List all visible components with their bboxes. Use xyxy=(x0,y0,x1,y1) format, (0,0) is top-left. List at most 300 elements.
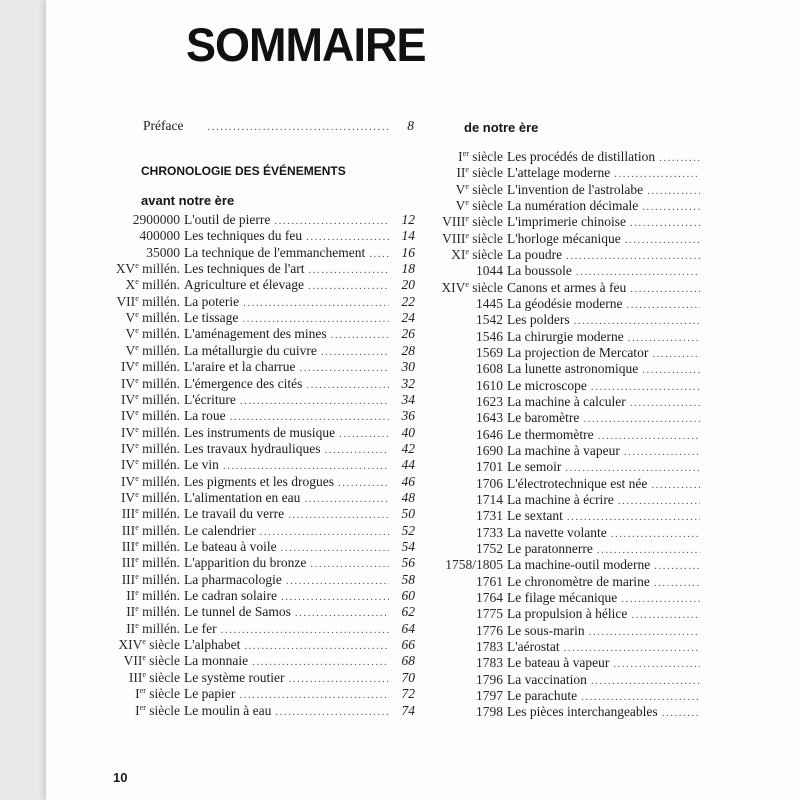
date-numeral: IV xyxy=(120,457,136,473)
entry-title: Le chronomètre de marine xyxy=(507,573,650,589)
entry-title: Le sous-marin xyxy=(507,622,585,638)
date-ordinal: e xyxy=(135,489,139,499)
date-unit: millén. xyxy=(138,424,180,440)
toc-entry xyxy=(430,442,704,460)
date-unit: siècle xyxy=(468,230,503,246)
entry-title: L'alimentation en eau xyxy=(184,489,301,505)
date-unit: millén. xyxy=(138,473,180,489)
date-ordinal: e xyxy=(135,539,139,548)
entry-title: Canons et armes à feu xyxy=(507,279,627,295)
entry-date xyxy=(110,211,180,229)
date-ordinal: e xyxy=(135,588,139,598)
entry-date xyxy=(430,540,503,558)
entry-date xyxy=(110,489,180,507)
date-numeral: 1761 xyxy=(476,573,503,589)
entry-date xyxy=(110,375,180,393)
entry-date xyxy=(110,636,180,654)
entry-date xyxy=(110,244,180,262)
entry-title: La monnaie xyxy=(184,653,249,669)
date-numeral: II xyxy=(456,165,466,181)
entry-date xyxy=(110,538,180,556)
entry-date xyxy=(430,524,503,542)
entry-title: Le fer xyxy=(184,620,217,636)
date-ordinal: e xyxy=(135,310,139,320)
entry-title: Le vin xyxy=(184,457,219,473)
entry-page: 12 xyxy=(401,212,415,227)
date-unit: siècle xyxy=(145,702,180,718)
entry-date xyxy=(430,573,503,591)
date-ordinal: e xyxy=(135,440,139,450)
date-numeral: 1445 xyxy=(476,295,503,311)
toc-entry xyxy=(110,522,415,540)
date-numeral: VII xyxy=(123,653,143,669)
date-numeral: 1798 xyxy=(476,704,503,720)
entry-title: Les techniques du feu xyxy=(184,228,303,244)
entry-title: La boussole xyxy=(507,263,572,279)
entry-title: La machine à écrire xyxy=(507,491,614,507)
toc-entry xyxy=(110,375,415,393)
entry-title: La vaccination xyxy=(507,671,587,687)
date-unit: millén. xyxy=(138,408,180,424)
entry-title: Le bateau à vapeur xyxy=(507,655,610,671)
entry-date xyxy=(110,276,180,294)
entry-title: La pharmacologie xyxy=(184,571,282,587)
entry-title: Le tunnel de Samos xyxy=(184,604,291,620)
toc-entry xyxy=(430,573,704,591)
entry-title: L'émergence des cités xyxy=(184,375,303,391)
entry-date xyxy=(430,687,503,705)
date-numeral: 1796 xyxy=(476,671,503,687)
entry-title: La lunette astronomique xyxy=(507,361,639,377)
entry-page: 48 xyxy=(401,489,415,505)
entry-title: Le bateau à voile xyxy=(184,539,277,554)
date-ordinal: e xyxy=(135,604,139,614)
entry-page: 46 xyxy=(401,473,415,489)
section-heading: CHRONOLOGIE DES ÉVÉNEMENTS xyxy=(141,164,346,178)
entry-date xyxy=(430,491,503,509)
entry-page: 28 xyxy=(401,342,415,358)
date-numeral: III xyxy=(121,555,136,571)
preface-label: Préface xyxy=(143,118,184,133)
entry-date xyxy=(430,426,503,444)
date-numeral: 1701 xyxy=(476,459,503,475)
date-numeral: 1714 xyxy=(476,491,503,507)
date-ordinal: e xyxy=(135,522,139,532)
entry-title: La poudre xyxy=(507,246,563,262)
entry-title: Les pièces interchangeables xyxy=(507,704,658,720)
entry-title: L'invention de l'astrolabe xyxy=(507,181,644,197)
date-numeral: III xyxy=(121,522,136,538)
date-unit: millén. xyxy=(138,261,180,277)
entry-title: Le microscope xyxy=(507,377,587,393)
date-numeral: I xyxy=(135,686,140,702)
entry-date xyxy=(110,473,180,491)
entry-title: L'horloge mécanique xyxy=(507,230,621,246)
date-numeral: XV xyxy=(115,261,136,277)
entry-title: L'électrotechnique est née xyxy=(507,475,648,491)
toc-entry xyxy=(110,211,415,229)
date-numeral: I xyxy=(135,702,140,718)
entry-title: La numération décimale xyxy=(507,197,639,213)
date-numeral: II xyxy=(126,588,136,604)
leader-dots xyxy=(207,118,388,136)
toc-entry xyxy=(110,276,415,294)
date-numeral: 1752 xyxy=(476,540,503,556)
entry-page: 20 xyxy=(401,277,415,293)
date-ordinal: er xyxy=(139,686,146,696)
toc-entry xyxy=(110,325,415,343)
entry-title: Le filage mécanique xyxy=(507,589,618,605)
date-unit: siècle xyxy=(145,669,180,685)
date-unit: millén. xyxy=(138,588,180,604)
toc-entry xyxy=(110,489,415,507)
entry-date xyxy=(430,393,503,411)
toc-entry xyxy=(430,475,704,493)
toc-entry xyxy=(110,293,415,311)
date-ordinal: e xyxy=(135,506,139,516)
date-unit: millén. xyxy=(138,342,180,358)
entry-title: La projection de Mercator xyxy=(507,344,649,360)
toc-entry xyxy=(430,230,704,248)
date-numeral: I xyxy=(458,149,463,164)
entry-page: 54 xyxy=(401,539,415,554)
entry-date xyxy=(430,246,503,264)
date-numeral: 1044 xyxy=(476,263,503,279)
entry-title: L'outil de pierre xyxy=(184,212,271,227)
toc-entry xyxy=(430,197,704,215)
entry-title: L'attelage moderne xyxy=(507,165,611,181)
entry-title: L'aérostat xyxy=(507,638,560,654)
date-numeral: 1783 xyxy=(476,655,503,671)
toc-entry xyxy=(110,391,415,409)
date-ordinal: e xyxy=(465,230,469,240)
date-numeral: 1690 xyxy=(476,442,503,458)
date-unit: millén. xyxy=(138,539,180,554)
entry-title: La machine-outil moderne xyxy=(507,557,651,573)
date-unit: siècle xyxy=(468,165,503,181)
date-numeral: VIII xyxy=(442,214,466,230)
entry-date xyxy=(110,342,180,360)
entry-date xyxy=(110,522,180,540)
toc-entry xyxy=(430,540,704,558)
toc-entry xyxy=(110,554,415,572)
entry-title: La machine à vapeur xyxy=(507,442,620,458)
date-ordinal: e xyxy=(135,342,139,352)
date-numeral: 1733 xyxy=(476,524,503,540)
date-numeral: II xyxy=(126,604,136,620)
preface-entry xyxy=(143,117,414,135)
entry-title: Les travaux hydrauliques xyxy=(184,440,321,456)
date-ordinal: e xyxy=(135,408,139,418)
entry-date xyxy=(430,458,503,476)
toc-entry xyxy=(430,164,704,182)
toc-entry xyxy=(110,440,415,458)
toc-entry xyxy=(110,424,415,442)
date-unit: millén. xyxy=(138,489,180,505)
entry-date xyxy=(430,589,503,607)
toc-entry xyxy=(110,260,415,278)
date-numeral: 1776 xyxy=(476,622,503,638)
toc-entry xyxy=(110,358,415,376)
leader-dots xyxy=(662,704,700,722)
date-ordinal: e xyxy=(135,277,139,287)
date-numeral: XI xyxy=(451,246,466,262)
entry-title: Les polders xyxy=(507,312,570,328)
date-unit: millén. xyxy=(138,440,180,456)
date-numeral: 1542 xyxy=(476,312,503,328)
toc-entry xyxy=(430,426,704,444)
toc-entry xyxy=(430,589,704,607)
entry-date xyxy=(430,164,503,182)
toc-entry xyxy=(430,393,704,411)
entry-page: 52 xyxy=(401,522,415,538)
toc-entry xyxy=(110,538,415,556)
entry-title: Les instruments de musique xyxy=(184,424,336,440)
date-ordinal: e xyxy=(465,246,469,256)
toc-entry xyxy=(430,311,704,329)
date-unit: millén. xyxy=(138,555,180,571)
entry-date xyxy=(110,685,180,703)
date-unit: millén. xyxy=(138,293,180,309)
toc-entry xyxy=(430,181,704,199)
date-unit: millén. xyxy=(138,571,180,587)
left-column-heading: avant notre ère xyxy=(141,193,235,208)
date-numeral: 1569 xyxy=(476,344,503,360)
preface-page: 8 xyxy=(407,118,414,133)
entry-title: Le paratonnerre xyxy=(507,540,593,556)
date-numeral: X xyxy=(125,277,136,293)
entry-page: 72 xyxy=(401,686,415,702)
entry-date xyxy=(430,213,503,231)
toc-entry xyxy=(430,377,704,395)
date-numeral: 1775 xyxy=(476,606,503,622)
date-numeral: III xyxy=(128,669,143,685)
date-ordinal: e xyxy=(135,424,139,434)
toc-entry xyxy=(110,669,415,687)
entry-date xyxy=(430,703,503,721)
entry-page: 32 xyxy=(401,375,415,391)
toc-entry xyxy=(430,409,704,427)
toc-entry xyxy=(110,407,415,425)
entry-title: La géodésie moderne xyxy=(507,295,623,311)
toc-entry xyxy=(430,703,704,721)
date-numeral: IV xyxy=(120,359,136,375)
date-unit: millén. xyxy=(138,375,180,391)
date-numeral: 35000 xyxy=(146,244,180,260)
date-numeral: VIII xyxy=(442,230,466,246)
date-unit: millén. xyxy=(138,391,180,407)
toc-entry xyxy=(110,587,415,605)
entry-title: Le thermomètre xyxy=(507,426,594,442)
date-numeral: 1764 xyxy=(476,589,503,605)
date-unit: siècle xyxy=(145,653,180,669)
toc-entry xyxy=(110,309,415,327)
date-ordinal: e xyxy=(465,197,469,207)
date-ordinal: e xyxy=(135,293,139,303)
entry-date xyxy=(110,571,180,589)
entry-title: Le cadran solaire xyxy=(184,588,277,604)
entry-title: Le moulin à eau xyxy=(184,702,272,718)
entry-date xyxy=(110,227,180,245)
entry-date xyxy=(430,328,503,346)
entry-title: L'aménagement des mines xyxy=(184,326,327,342)
date-ordinal: e xyxy=(135,571,139,581)
entry-date xyxy=(110,293,180,311)
date-ordinal: e xyxy=(142,669,146,679)
entry-title: La métallurgie du cuivre xyxy=(184,342,317,358)
entry-title: La chirurgie moderne xyxy=(507,328,624,344)
toc-entry xyxy=(430,687,704,705)
date-ordinal: e xyxy=(135,473,139,483)
entry-title: La machine à calculer xyxy=(507,393,626,409)
entry-date xyxy=(430,638,503,656)
date-ordinal: e xyxy=(135,391,139,401)
date-unit: siècle xyxy=(145,637,180,653)
entry-date xyxy=(430,605,503,623)
date-numeral: II xyxy=(126,620,136,636)
date-numeral: V xyxy=(125,326,136,342)
date-ordinal: e xyxy=(135,620,139,630)
entry-page: 40 xyxy=(401,424,415,440)
entry-title: Le calendrier xyxy=(184,522,256,538)
entry-page: 44 xyxy=(401,457,415,473)
entry-title: Les procédés de distillation xyxy=(507,149,656,164)
entry-title: Le baromètre xyxy=(507,410,580,426)
entry-date xyxy=(110,440,180,458)
entry-page: 16 xyxy=(401,244,415,260)
date-numeral: 1646 xyxy=(476,426,503,442)
date-ordinal: e xyxy=(465,165,469,175)
date-ordinal: er xyxy=(139,702,146,712)
date-numeral: 1783 xyxy=(476,638,503,654)
date-ordinal: e xyxy=(135,375,139,385)
toc-entry xyxy=(430,279,704,297)
entry-title: La roue xyxy=(184,408,226,424)
entry-date xyxy=(110,603,180,621)
toc-entry xyxy=(430,524,704,542)
toc-entry xyxy=(430,458,704,476)
leader-dots xyxy=(275,703,389,721)
toc-entry xyxy=(110,342,415,360)
date-unit: millén. xyxy=(138,277,180,293)
date-numeral: IV xyxy=(120,391,136,407)
date-numeral: V xyxy=(125,310,136,326)
date-numeral: III xyxy=(121,539,136,554)
date-numeral: 1546 xyxy=(476,328,503,344)
toc-entry xyxy=(110,636,415,654)
entry-page: 68 xyxy=(401,653,415,669)
entry-date xyxy=(110,309,180,327)
entry-date xyxy=(430,311,503,329)
entry-date xyxy=(110,407,180,425)
entry-date xyxy=(430,654,503,672)
entry-page: 34 xyxy=(401,391,415,407)
toc-entry xyxy=(430,360,704,378)
toc-entry xyxy=(430,605,704,623)
toc-entry xyxy=(430,213,704,231)
entry-title: La poterie xyxy=(184,293,240,309)
entry-date xyxy=(110,424,180,442)
page-title: SOMMAIRE xyxy=(186,18,426,72)
entry-page: 70 xyxy=(401,669,415,685)
date-numeral: 1623 xyxy=(476,393,503,409)
entry-page: 58 xyxy=(401,571,415,587)
date-unit: siècle xyxy=(468,246,503,262)
toc-entry xyxy=(430,148,704,166)
date-ordinal: e xyxy=(135,555,139,565)
entry-date xyxy=(110,456,180,474)
entry-date xyxy=(430,262,503,280)
entry-title: L'araire et la charrue xyxy=(184,359,296,375)
date-numeral: XIV xyxy=(118,637,143,653)
entry-date xyxy=(110,587,180,605)
date-unit: millén. xyxy=(138,522,180,538)
entry-page: 18 xyxy=(401,261,415,277)
entry-title: L'alphabet xyxy=(184,637,241,653)
date-numeral: V xyxy=(455,181,466,197)
entry-page: 30 xyxy=(401,359,415,375)
entry-title: Les pigments et les drogues xyxy=(184,473,334,489)
date-numeral: IV xyxy=(120,375,136,391)
date-numeral: IV xyxy=(120,473,136,489)
entry-page: 74 xyxy=(401,702,415,718)
entry-date xyxy=(430,475,503,493)
date-numeral: 400000 xyxy=(139,228,180,244)
entry-page: 62 xyxy=(401,604,415,620)
toc-entry xyxy=(430,556,704,574)
date-ordinal: e xyxy=(135,326,139,336)
toc-entry xyxy=(110,571,415,589)
entry-date xyxy=(110,669,180,687)
toc-entry xyxy=(430,507,704,525)
entry-title: L'écriture xyxy=(184,391,236,407)
right-column-heading: de notre ère xyxy=(464,120,539,135)
date-unit: millén. xyxy=(138,310,180,326)
toc-entry xyxy=(430,491,704,509)
date-numeral: IV xyxy=(120,440,136,456)
entry-title: Les techniques de l'art xyxy=(184,261,305,277)
entry-date xyxy=(110,652,180,670)
entry-date xyxy=(430,344,503,362)
toc-entry xyxy=(430,328,704,346)
entry-date xyxy=(110,505,180,523)
entry-date xyxy=(430,671,503,689)
date-numeral: 1608 xyxy=(476,361,503,377)
entry-date xyxy=(430,622,503,640)
date-unit: millén. xyxy=(138,620,180,636)
entry-date xyxy=(110,391,180,409)
entry-date xyxy=(430,279,503,297)
entry-page: 36 xyxy=(401,408,415,424)
date-unit: siècle xyxy=(468,214,503,230)
date-unit: millén. xyxy=(138,506,180,522)
date-ordinal: e xyxy=(142,637,146,647)
page-number: 10 xyxy=(113,770,128,785)
toc-entry xyxy=(110,620,415,638)
date-numeral: 1706 xyxy=(476,475,503,491)
toc-entry xyxy=(430,671,704,689)
date-numeral: IV xyxy=(120,489,136,505)
entry-page: 22 xyxy=(401,293,415,309)
date-numeral: IV xyxy=(120,408,136,424)
toc-entry xyxy=(110,685,415,703)
entry-date xyxy=(110,554,180,572)
entry-page: 24 xyxy=(401,310,415,326)
entry-title: Le travail du verre xyxy=(184,506,285,522)
date-numeral: III xyxy=(121,571,136,587)
date-ordinal: e xyxy=(135,261,139,271)
entry-title: La technique de l'emmanchement xyxy=(184,244,366,260)
